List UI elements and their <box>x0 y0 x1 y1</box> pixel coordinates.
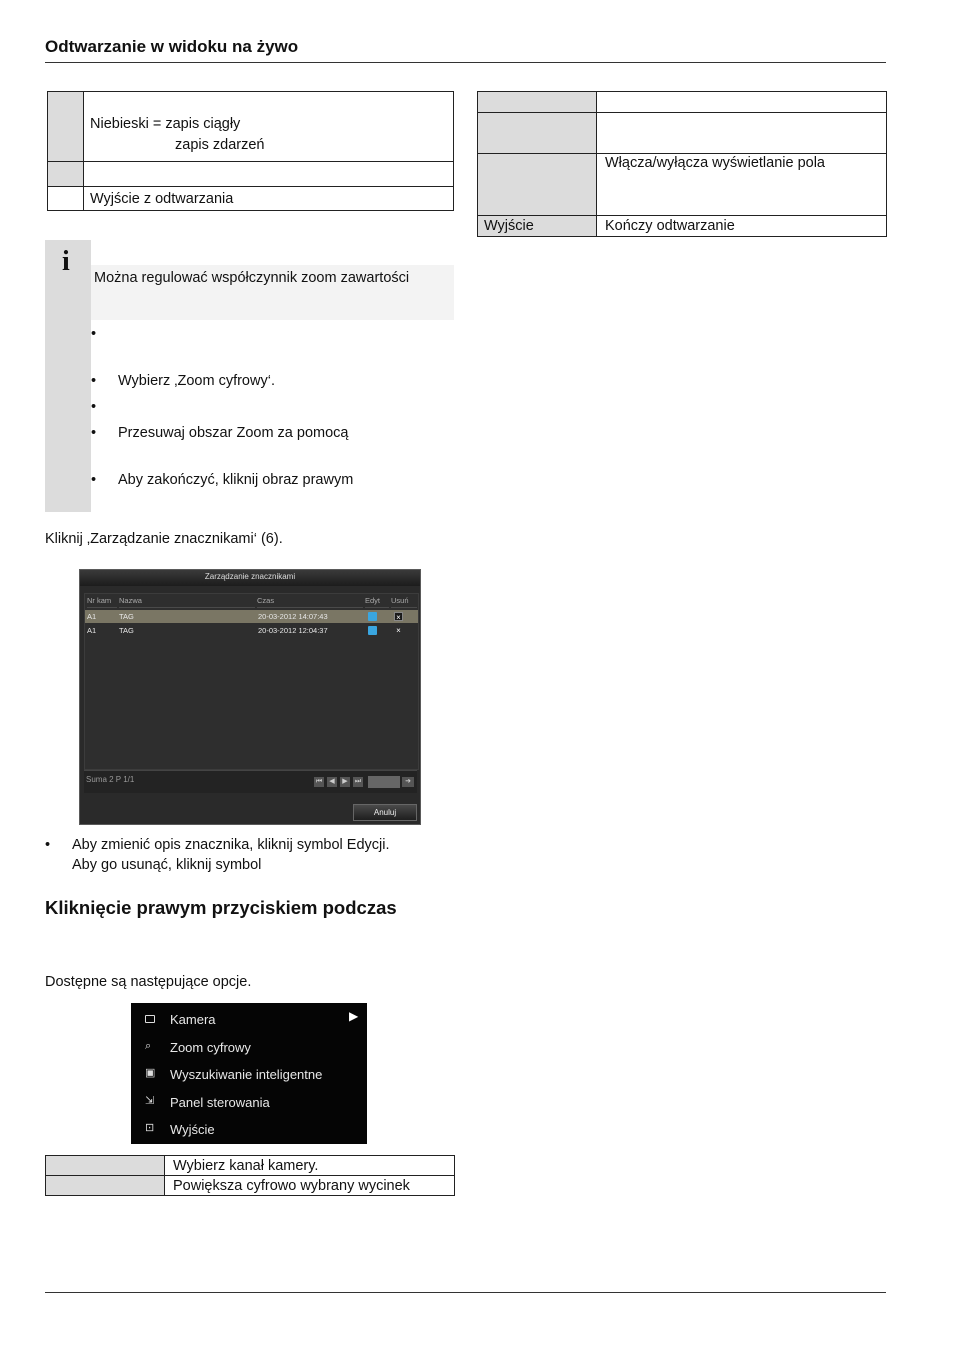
function-desc <box>597 92 887 113</box>
next-page-icon[interactable]: ▶ <box>340 777 350 787</box>
submenu-arrow-icon: ▶ <box>349 1009 359 1023</box>
cell-time: 20-03-2012 14:07:43 <box>258 612 328 621</box>
function-desc: Kończy odtwarzanie <box>597 216 887 237</box>
page-input[interactable] <box>368 776 400 788</box>
function-desc: Włącza/wyłącza wyświetlanie pola <box>597 154 887 216</box>
legend-row <box>84 92 454 162</box>
legend-text-blue: Niebieski = zapis ciągły <box>90 116 241 132</box>
camera-square-icon <box>145 1015 155 1023</box>
paragraph: Dostępne są następujące opcje. <box>45 974 252 990</box>
paragraph: Kliknij ‚Zarządzanie znacznikami‘ (6). <box>45 531 283 547</box>
function-label <box>478 92 597 113</box>
cell-time: 20-03-2012 12:04:37 <box>258 626 328 635</box>
tag-table <box>84 593 419 770</box>
pagination-bar <box>84 770 417 793</box>
function-label: Wyjście <box>478 216 597 237</box>
menu-item-control-panel[interactable] <box>131 1089 367 1116</box>
option-desc: Powiększa cyfrowo wybrany wycinek <box>165 1176 455 1196</box>
magnifier-icon: ⌕ <box>145 1040 152 1052</box>
menu-item-label: Kamera <box>170 1012 216 1027</box>
exit-icon: ⊡ <box>145 1122 155 1134</box>
bullet-dot: • <box>45 837 51 853</box>
menu-item-exit[interactable] <box>131 1116 367 1143</box>
legend-row-key <box>48 92 84 162</box>
table-row[interactable] <box>85 610 418 623</box>
header-rule <box>45 62 886 63</box>
page-title: Odtwarzanie w widoku na żywo <box>45 37 299 56</box>
go-arrow-icon[interactable]: ➜ <box>402 777 414 787</box>
first-page-icon[interactable]: ⏮ <box>315 778 323 785</box>
menu-item-smart-search[interactable] <box>131 1061 367 1088</box>
legend-text-event: zapis zdarzeń <box>175 137 265 153</box>
edit-icon[interactable] <box>368 612 377 621</box>
function-label <box>478 113 597 154</box>
note-sidebar <box>45 240 91 512</box>
dialog-title: Zarządzanie znacznikami <box>80 570 420 586</box>
tag-management-dialog <box>79 569 421 825</box>
legend-row-key <box>48 187 84 211</box>
option-label <box>46 1156 165 1176</box>
column-header-time: Czas <box>257 594 363 608</box>
column-header-edit: Edyt <box>365 594 389 608</box>
delete-icon[interactable]: × <box>396 626 401 635</box>
cell-name: TAG <box>119 612 134 621</box>
menu-item-label: Wyszukiwanie inteligentne <box>170 1067 323 1082</box>
image-search-icon: ▣ <box>145 1067 156 1079</box>
option-label <box>46 1176 165 1196</box>
cell-camera: A1 <box>87 612 97 621</box>
info-icon: i <box>62 246 70 277</box>
menu-item-label: Panel sterowania <box>170 1095 270 1110</box>
legend-row-key <box>48 162 84 187</box>
column-header-delete: Usuń <box>391 594 417 608</box>
function-table <box>477 91 887 237</box>
option-desc: Wybierz kanał kamery. <box>165 1156 455 1176</box>
column-header-camera: Nr kam <box>87 594 117 608</box>
prev-page-icon[interactable]: ◀ <box>327 777 337 787</box>
summary-text: Suma 2 P 1/1 <box>86 775 135 784</box>
menu-item-camera[interactable] <box>131 1006 367 1033</box>
note-text: Można regulować współczynnik zoom zawartości <box>94 270 410 286</box>
column-header-name: Nazwa <box>119 594 255 608</box>
legend-table <box>47 91 454 211</box>
legend-row-text <box>84 162 454 187</box>
menu-item-digital-zoom[interactable] <box>131 1034 367 1061</box>
table-row[interactable] <box>85 624 418 637</box>
bullet-edit-line1: Aby zmienić opis znacznika, kliknij symbol Edycji. <box>72 837 390 853</box>
edit-icon[interactable] <box>368 626 377 635</box>
cell-camera: A1 <box>87 626 97 635</box>
last-page-icon[interactable]: ⏭ <box>354 778 362 785</box>
menu-options-table <box>45 1155 455 1196</box>
function-label <box>478 154 597 216</box>
legend-row-text: Wyjście z odtwarzania <box>84 187 454 211</box>
bullet-edit-line2: Aby go usunąć, kliknij symbol <box>72 857 262 873</box>
section-heading: Kliknięcie prawym przyciskiem podczas <box>45 897 397 918</box>
cell-name: TAG <box>119 626 134 635</box>
control-panel-icon: ⇲ <box>145 1095 155 1107</box>
context-menu <box>131 1003 367 1144</box>
footer-rule <box>45 1292 886 1293</box>
menu-item-label: Zoom cyfrowy <box>170 1040 251 1055</box>
function-desc <box>597 113 887 154</box>
delete-icon[interactable]: × <box>394 612 403 621</box>
menu-item-label: Wyjście <box>170 1122 215 1137</box>
cancel-button[interactable]: Anuluj <box>353 804 417 821</box>
